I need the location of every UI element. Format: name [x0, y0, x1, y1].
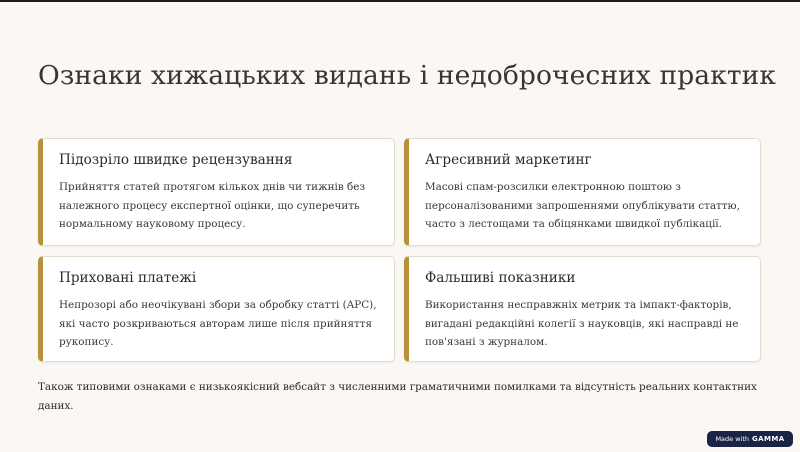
- card-title: Підозріло швидке рецензування: [59, 152, 293, 168]
- card-text: Масові спам-розсилки електронною поштою з персоналізованими запрошеннями опублікувати статтю, часто з лестощами та обіцянками швидкої публікації.: [425, 181, 740, 230]
- slide-title: Ознаки хижацьких видань і недоброчесних практик: [38, 59, 777, 91]
- card-suspicious-review: [38, 138, 395, 246]
- card-hidden-fees: [38, 256, 395, 362]
- footer-note: Також типовими ознаками є низькоякісний вебсайт з численними граматичними помилками та відсутність реальних контактних даних.: [38, 381, 757, 412]
- top-border-line: [0, 0, 800, 2]
- card-title: Агресивний маркетинг: [425, 152, 592, 168]
- card-title: Приховані платежі: [59, 270, 197, 286]
- made-with-gamma-badge[interactable]: [707, 431, 793, 447]
- gamma-logo-text: GAMMA: [752, 435, 785, 443]
- card-fake-metrics: [404, 256, 761, 362]
- card-text: Використання несправжніх метрик та імпакт-факторів, вигадані редакційні колегії з науковців, які насправді не пов'язані з журналом.: [425, 299, 739, 348]
- card-title: Фальшиві показники: [425, 270, 576, 286]
- card-text: Непрозорі або неочікувані збори за обробку статті (APC), які часто розкриваються авторам лише після прийняття рукопису.: [59, 299, 377, 348]
- card-aggressive-marketing: [404, 138, 761, 246]
- card-text: Прийняття статей протягом кількох днів чи тижнів без належного процесу експертної оцінки, що суперечить нормальному науковому процесу.: [59, 181, 366, 230]
- badge-prefix: Made with: [715, 435, 750, 443]
